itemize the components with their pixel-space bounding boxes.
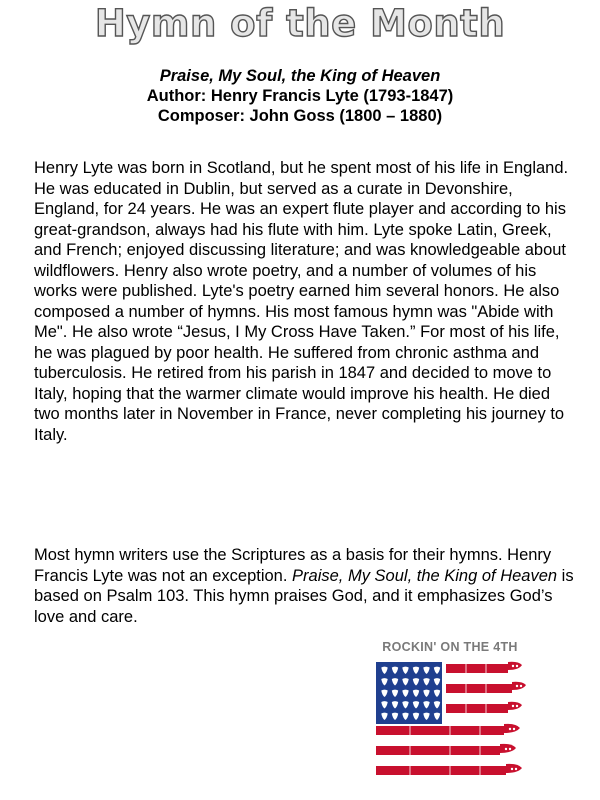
guitar-flag-icon [370,660,530,778]
scripture-text-before: Most hymn writers use the Scriptures as a basis for their hymns. Henry Francis Lyte was not an exception. [34,546,552,585]
scripture-paragraph [34,545,579,627]
scripture-hymn-title: Praise, My Soul, the King of Heaven [292,566,558,585]
scripture-text-after: is based on Psalm 103. This hymn praises God, and it emphasizes God’s love and care. [34,566,574,626]
graphic-caption: ROCKIN' ON THE 4TH [382,640,518,654]
guitar-flag-graphic [370,640,530,780]
page-title: Hymn of the Month [94,2,506,45]
biography-paragraph: Henry Lyte was born in Scotland, but he spent most of his life in England. He was educated in Dublin, but served as a curate in Devonshire, England, for 24 years. He was an expert flute player and according to his great-grandson, always had his flute with him. Lyte spoke Latin, Greek, and French; enjoyed discussing literature; and was knowledgeable about wildflowers. Henry also wrote poetry, and a number of volumes of his works were published. Lyte's poetry earned him several honors. He also composed a number of hymns. His most famous hymn was "Abide with Me". He also wrote “Jesus, I My Cross Have Taken.” For most of his life, he was plagued by poor health. He suffered from chronic asthma and tuberculosis. He retired from his parish in 1847 and decided to move to Italy, hoping that the warmer climate would improve his health. He died two months later in November in France, never completing his journey to Italy. [34,159,569,444]
composer-line: Composer: John Goss (1800 – 1880) [157,107,443,125]
hymn-title: Praise, My Soul, the King of Heaven [159,67,441,85]
hymn-heading [0,66,600,126]
author-line: Author: Henry Francis Lyte (1793-1847) [146,87,454,105]
